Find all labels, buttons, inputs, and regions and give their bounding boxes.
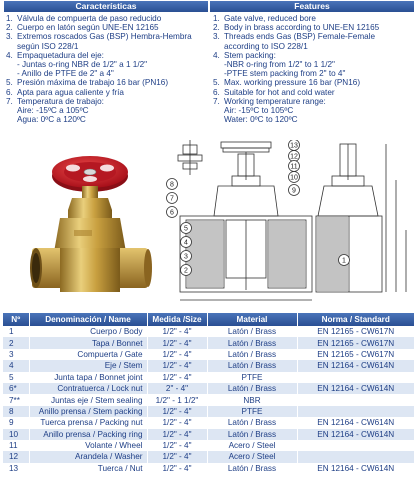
spec-number: 3. bbox=[213, 32, 220, 42]
spec-text: Suitable for hot and cold water bbox=[224, 87, 335, 97]
spec-item bbox=[6, 51, 206, 79]
table-row bbox=[3, 337, 415, 348]
table-row bbox=[3, 394, 415, 405]
cell-size: 1/2" - 4" bbox=[147, 349, 207, 360]
spec-item bbox=[6, 32, 206, 50]
cell-num: 4 bbox=[3, 360, 29, 371]
cell-size: 1/2" - 4" bbox=[147, 417, 207, 428]
callout-7 bbox=[167, 193, 178, 204]
cell-material: Latón / Brass bbox=[207, 383, 297, 394]
spec-item bbox=[6, 97, 206, 125]
spec-number: 1. bbox=[6, 14, 13, 23]
cell-num: 3 bbox=[3, 349, 29, 360]
callout-label: 13 bbox=[290, 142, 298, 150]
spec-list-es bbox=[6, 14, 206, 124]
callout-13 bbox=[289, 140, 300, 151]
cell-num: 12 bbox=[3, 451, 29, 462]
cell-size: 1/2" - 4" bbox=[147, 372, 207, 383]
cell-standard bbox=[297, 440, 415, 451]
spec-item bbox=[213, 51, 413, 79]
spec-number: 2. bbox=[6, 23, 13, 33]
table-row bbox=[3, 326, 415, 337]
cell-standard: EN 12165 - CW617N bbox=[297, 337, 415, 348]
spec-text: Extremos roscados Gas (BSP) Hembra-Hembra según ISO 228/1 bbox=[17, 32, 192, 51]
cell-num: 9 bbox=[3, 417, 29, 428]
callout-label: 12 bbox=[290, 153, 298, 161]
spec-text: Presión máxima de trabajo 16 bar (PN16) bbox=[17, 78, 169, 88]
spec-text: Gate valve, reduced bore bbox=[224, 14, 316, 23]
spec-item bbox=[6, 23, 206, 32]
callout-2 bbox=[181, 265, 192, 276]
header-features-en: Features bbox=[210, 1, 414, 12]
spec-number: 2. bbox=[213, 23, 220, 33]
cell-num: 6* bbox=[3, 383, 29, 394]
cell-size: 1/2" - 1 1/2" bbox=[147, 394, 207, 405]
spec-number: 5. bbox=[6, 78, 13, 88]
callout-label: 7 bbox=[170, 195, 174, 203]
callout-5 bbox=[181, 223, 192, 234]
cell-num: 7** bbox=[3, 394, 29, 405]
cell-size: 1/2" - 4" bbox=[147, 326, 207, 337]
spec-text: Empaquetadura del eje: - Juntas o-ring NBR de 1/2" a 1 1/2" - Anillo de PTFE de 2" a 4" bbox=[17, 50, 148, 79]
cell-num: 2 bbox=[3, 337, 29, 348]
spec-item bbox=[213, 88, 413, 97]
spec-item bbox=[6, 78, 206, 87]
callout-3 bbox=[181, 251, 192, 262]
cell-material: Latón / Brass bbox=[207, 429, 297, 440]
callout-8 bbox=[167, 179, 178, 190]
callout-label: 5 bbox=[184, 225, 188, 233]
spec-text: Stem packing: -NBR o-ring from 1/2" to 1 1/2" -PTFE stem packing from 2" to 4" bbox=[224, 50, 346, 79]
callout-12 bbox=[289, 151, 300, 162]
cell-num: 1 bbox=[3, 326, 29, 337]
col-header-num: Nº bbox=[3, 313, 29, 326]
callout-label: 4 bbox=[184, 239, 188, 247]
callout-1 bbox=[339, 255, 350, 266]
spec-item bbox=[213, 32, 413, 50]
spec-text: Body in brass according to UNE-EN 12165 bbox=[224, 23, 380, 33]
cell-material: PTFE bbox=[207, 406, 297, 417]
cell-name: Volante / Wheel bbox=[29, 440, 147, 451]
spec-item bbox=[213, 23, 413, 32]
cell-standard: EN 12164 - CW614N bbox=[297, 383, 415, 394]
spec-item bbox=[6, 14, 206, 23]
cell-name: Arandela / Washer bbox=[29, 451, 147, 462]
cell-name: Tapa / Bonnet bbox=[29, 337, 147, 348]
spec-text: Threads ends Gas (BSP) Female-Female according to ISO 228/1 bbox=[224, 32, 376, 51]
spec-text: Temperatura de trabajo: Aire: -15ºC a 105ºC Agua: 0ºC a 120ºC bbox=[17, 96, 104, 125]
spec-number: 7. bbox=[213, 96, 220, 106]
cell-size: 1/2" - 4" bbox=[147, 463, 207, 474]
table-row bbox=[3, 417, 415, 428]
cell-size: 1/2" - 4" bbox=[147, 451, 207, 462]
cell-material: Latón / Brass bbox=[207, 360, 297, 371]
cell-num: 8 bbox=[3, 406, 29, 417]
cell-name: Compuerta / Gate bbox=[29, 349, 147, 360]
col-header-material: Material bbox=[207, 313, 297, 326]
cell-name: Eje / Stem bbox=[29, 360, 147, 371]
cell-standard bbox=[297, 372, 415, 383]
callout-9 bbox=[289, 185, 300, 196]
callout-label: 9 bbox=[292, 187, 296, 195]
col-header-standard: Norma / Standard bbox=[297, 313, 415, 326]
cell-size: 1/2" - 4" bbox=[147, 440, 207, 451]
spec-text: Max. working pressure 16 bar (PN16) bbox=[224, 78, 361, 88]
cell-material: NBR bbox=[207, 394, 297, 405]
cell-standard: EN 12164 - CW614N bbox=[297, 463, 415, 474]
callout-label: 6 bbox=[170, 209, 174, 217]
cell-standard: EN 12164 - CW614N bbox=[297, 429, 415, 440]
cell-size: 2" - 4" bbox=[147, 383, 207, 394]
col-header-size: Medida /Size bbox=[147, 313, 207, 326]
characteristics-header bbox=[4, 1, 414, 12]
cell-size: 1/2" - 4" bbox=[147, 360, 207, 371]
spec-list-en bbox=[213, 14, 413, 124]
callout-10 bbox=[289, 172, 300, 183]
cell-standard: EN 12164 - CW614N bbox=[297, 417, 415, 428]
spec-text: Working temperature range: Air: -15ºC to 105ºC Water: 0ºC to 120ºC bbox=[224, 96, 326, 125]
cell-material: Latón / Brass bbox=[207, 326, 297, 337]
cell-standard: EN 12165 - CW617N bbox=[297, 349, 415, 360]
cell-material: Acero / Steel bbox=[207, 451, 297, 462]
cell-standard: EN 12165 - CW617N bbox=[297, 326, 415, 337]
spec-item bbox=[213, 14, 413, 23]
cell-size: 1/2" - 4" bbox=[147, 337, 207, 348]
cell-size: 1/2" - 4" bbox=[147, 429, 207, 440]
table-header-row bbox=[3, 313, 415, 326]
table-row bbox=[3, 349, 415, 360]
cell-num: 11 bbox=[3, 440, 29, 451]
cell-name: Junta tapa / Bonnet joint bbox=[29, 372, 147, 383]
spec-text: Apta para agua caliente y fría bbox=[17, 87, 124, 97]
table-row bbox=[3, 360, 415, 371]
cell-name: Juntas eje / Stem sealing bbox=[29, 394, 147, 405]
callout-4 bbox=[181, 237, 192, 248]
cell-name: Tuerca prensa / Packing nut bbox=[29, 417, 147, 428]
spec-number: 3. bbox=[6, 32, 13, 42]
spec-item bbox=[6, 88, 206, 97]
cell-num: 13 bbox=[3, 463, 29, 474]
cell-material: Latón / Brass bbox=[207, 349, 297, 360]
cell-standard: EN 12164 - CW614N bbox=[297, 360, 415, 371]
spec-number: 7. bbox=[6, 96, 13, 106]
spec-item bbox=[213, 78, 413, 87]
cell-standard bbox=[297, 394, 415, 405]
cell-material: Acero / Steel bbox=[207, 440, 297, 451]
table-row bbox=[3, 451, 415, 462]
header-characteristics-es: Características bbox=[4, 1, 208, 12]
valve-photo bbox=[10, 148, 170, 310]
col-header-name: Denominación / Name bbox=[29, 313, 147, 326]
cell-name: Cuerpo / Body bbox=[29, 326, 147, 337]
table-row bbox=[3, 463, 415, 474]
spec-number: 6. bbox=[6, 87, 13, 97]
callout-label: 10 bbox=[290, 174, 298, 182]
spec-number: 1. bbox=[213, 14, 220, 23]
spec-text: Cuerpo en latón según UNE-EN 12165 bbox=[17, 23, 159, 33]
table-row bbox=[3, 429, 415, 440]
cell-name: Contratuerca / Lock nut bbox=[29, 383, 147, 394]
table-row bbox=[3, 372, 415, 383]
spec-number: 4. bbox=[6, 50, 13, 60]
cell-standard bbox=[297, 406, 415, 417]
cell-name: Tuerca / Nut bbox=[29, 463, 147, 474]
callout-label: 1 bbox=[342, 257, 346, 265]
cell-material: PTFE bbox=[207, 372, 297, 383]
spec-text: Válvula de compuerta de paso reducido bbox=[17, 14, 162, 23]
cell-num: 5 bbox=[3, 372, 29, 383]
cell-num: 10 bbox=[3, 429, 29, 440]
callout-label: 3 bbox=[184, 253, 188, 261]
spec-number: 4. bbox=[213, 50, 220, 60]
callout-11 bbox=[289, 161, 300, 172]
spec-number: 6. bbox=[213, 87, 220, 97]
cell-material: Latón / Brass bbox=[207, 463, 297, 474]
callout-label: 2 bbox=[184, 267, 188, 275]
spec-item bbox=[213, 97, 413, 125]
parts-table bbox=[3, 313, 415, 474]
table-row bbox=[3, 406, 415, 417]
cell-name: Anillo prensa / Stem packing bbox=[29, 406, 147, 417]
cell-size: 1/2" - 4" bbox=[147, 406, 207, 417]
technical-drawing bbox=[166, 140, 418, 312]
cell-name: Anillo prensa / Packing ring bbox=[29, 429, 147, 440]
callout-label: 11 bbox=[290, 163, 298, 171]
cell-material: Latón / Brass bbox=[207, 337, 297, 348]
table-row bbox=[3, 383, 415, 394]
cell-material: Latón / Brass bbox=[207, 417, 297, 428]
spec-number: 5. bbox=[213, 78, 220, 88]
table-row bbox=[3, 440, 415, 451]
cell-standard bbox=[297, 451, 415, 462]
callout-label: 8 bbox=[170, 181, 174, 189]
callout-6 bbox=[167, 207, 178, 218]
